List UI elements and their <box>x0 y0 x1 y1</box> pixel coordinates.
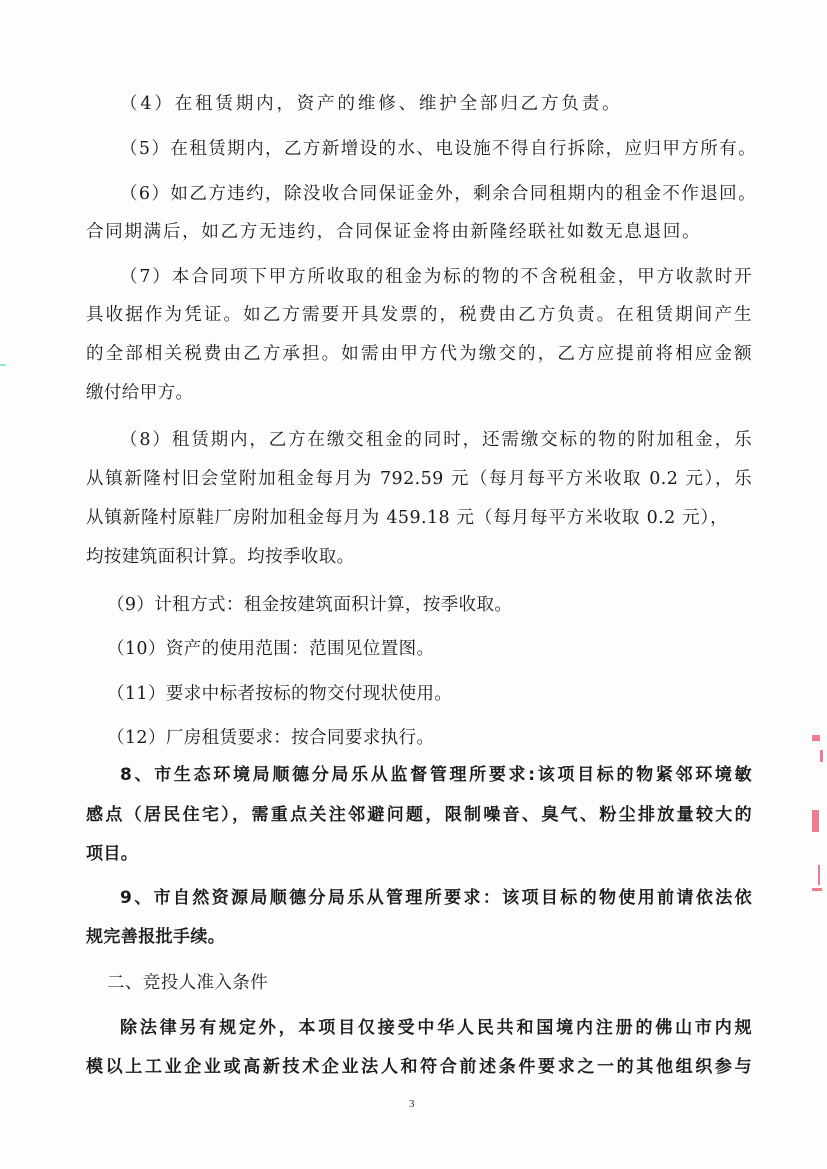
clause-8-line-2: 从镇新隆村旧会堂附加租金每月为 792.59 元（每月每平方米收取 0.2 元），乐 <box>86 469 752 489</box>
clause-4: （4）在租赁期内，资产的维修、维护全部归乙方负责。 <box>120 94 620 114</box>
bidder-conditions-line-2: 模以上工业企业或高新技术企业法人和符合前述条件要求之一的其他组织参与 <box>86 1057 752 1077</box>
requirement-9-line-2: 规完善报批手续。 <box>86 927 226 947</box>
clause-8-line-4: 均按建筑面积计算。均按季收取。 <box>86 547 355 567</box>
clause-10: （10）资产的使用范围：范围见位置图。 <box>107 639 435 659</box>
seal-fragment-1 <box>812 735 820 741</box>
requirement-8-line-3: 项目。 <box>86 844 139 864</box>
requirement-8-line-2: 感点（居民住宅），需重点关注邻避问题，限制噪音、臭气、粉尘排放量较大的 <box>86 805 752 825</box>
requirement-8-line-1: 8、市生态环境局顺德分局乐从监督管理所要求:该项目标的物紧邻环境敏 <box>120 765 752 785</box>
bidder-conditions-line-1: 除法律另有规定外，本项目仅接受中华人民共和国境内注册的佛山市内规 <box>120 1018 752 1038</box>
clause-8-line-3: 从镇新隆村原鞋厂房附加租金每月为 459.18 元（每月每平方米收取 0.2 元）， <box>86 508 728 528</box>
clause-12: （12）厂房租赁要求：按合同要求执行。 <box>107 728 435 748</box>
section-heading-bidder-conditions: 二、竞投人准入条件 <box>107 973 269 993</box>
clause-8-line-1: （8）租赁期内，乙方在缴交租金的同时，还需缴交标的物的附加租金，乐 <box>120 430 752 450</box>
seal-fragment-3 <box>812 810 819 832</box>
seal-fragment-5 <box>812 888 822 891</box>
clause-6-line-2: 合同期满后，如乙方无违约，合同保证金将由新隆经联社如数无息退回。 <box>86 222 700 242</box>
clause-9: （9）计租方式：租金按建筑面积计算，按季收取。 <box>107 595 513 615</box>
clause-5: （5）在租赁期内，乙方新增设的水、电设施不得自行拆除，应归甲方所有。 <box>120 139 756 159</box>
clause-7-line-4: 缴付给甲方。 <box>86 383 194 403</box>
page-number: 3 <box>409 1098 415 1110</box>
scan-artifact <box>0 364 6 366</box>
clause-7-line-1: （7）本合同项下甲方所收取的租金为标的物的不含税租金，甲方收款时开 <box>120 267 752 287</box>
clause-7-line-3: 的全部相关税费由乙方承担。如需由甲方代为缴交的，乙方应提前将相应金额 <box>86 344 752 364</box>
clause-7-line-2: 具收据作为凭证。如乙方需要开具发票的，税费由乙方负责。在租赁期间产生 <box>86 305 752 325</box>
requirement-9-line-1: 9、市自然资源局顺德分局乐从管理所要求：该项目标的物使用前请依法依 <box>120 888 752 908</box>
clause-11: （11）要求中标者按标的物交付现状使用。 <box>107 684 453 704</box>
seal-fragment-2 <box>820 750 823 762</box>
seal-fragment-4 <box>818 865 820 885</box>
clause-6-line-1: （6）如乙方违约，除没收合同保证金外，剩余合同租期内的租金不作退回。 <box>120 184 756 204</box>
